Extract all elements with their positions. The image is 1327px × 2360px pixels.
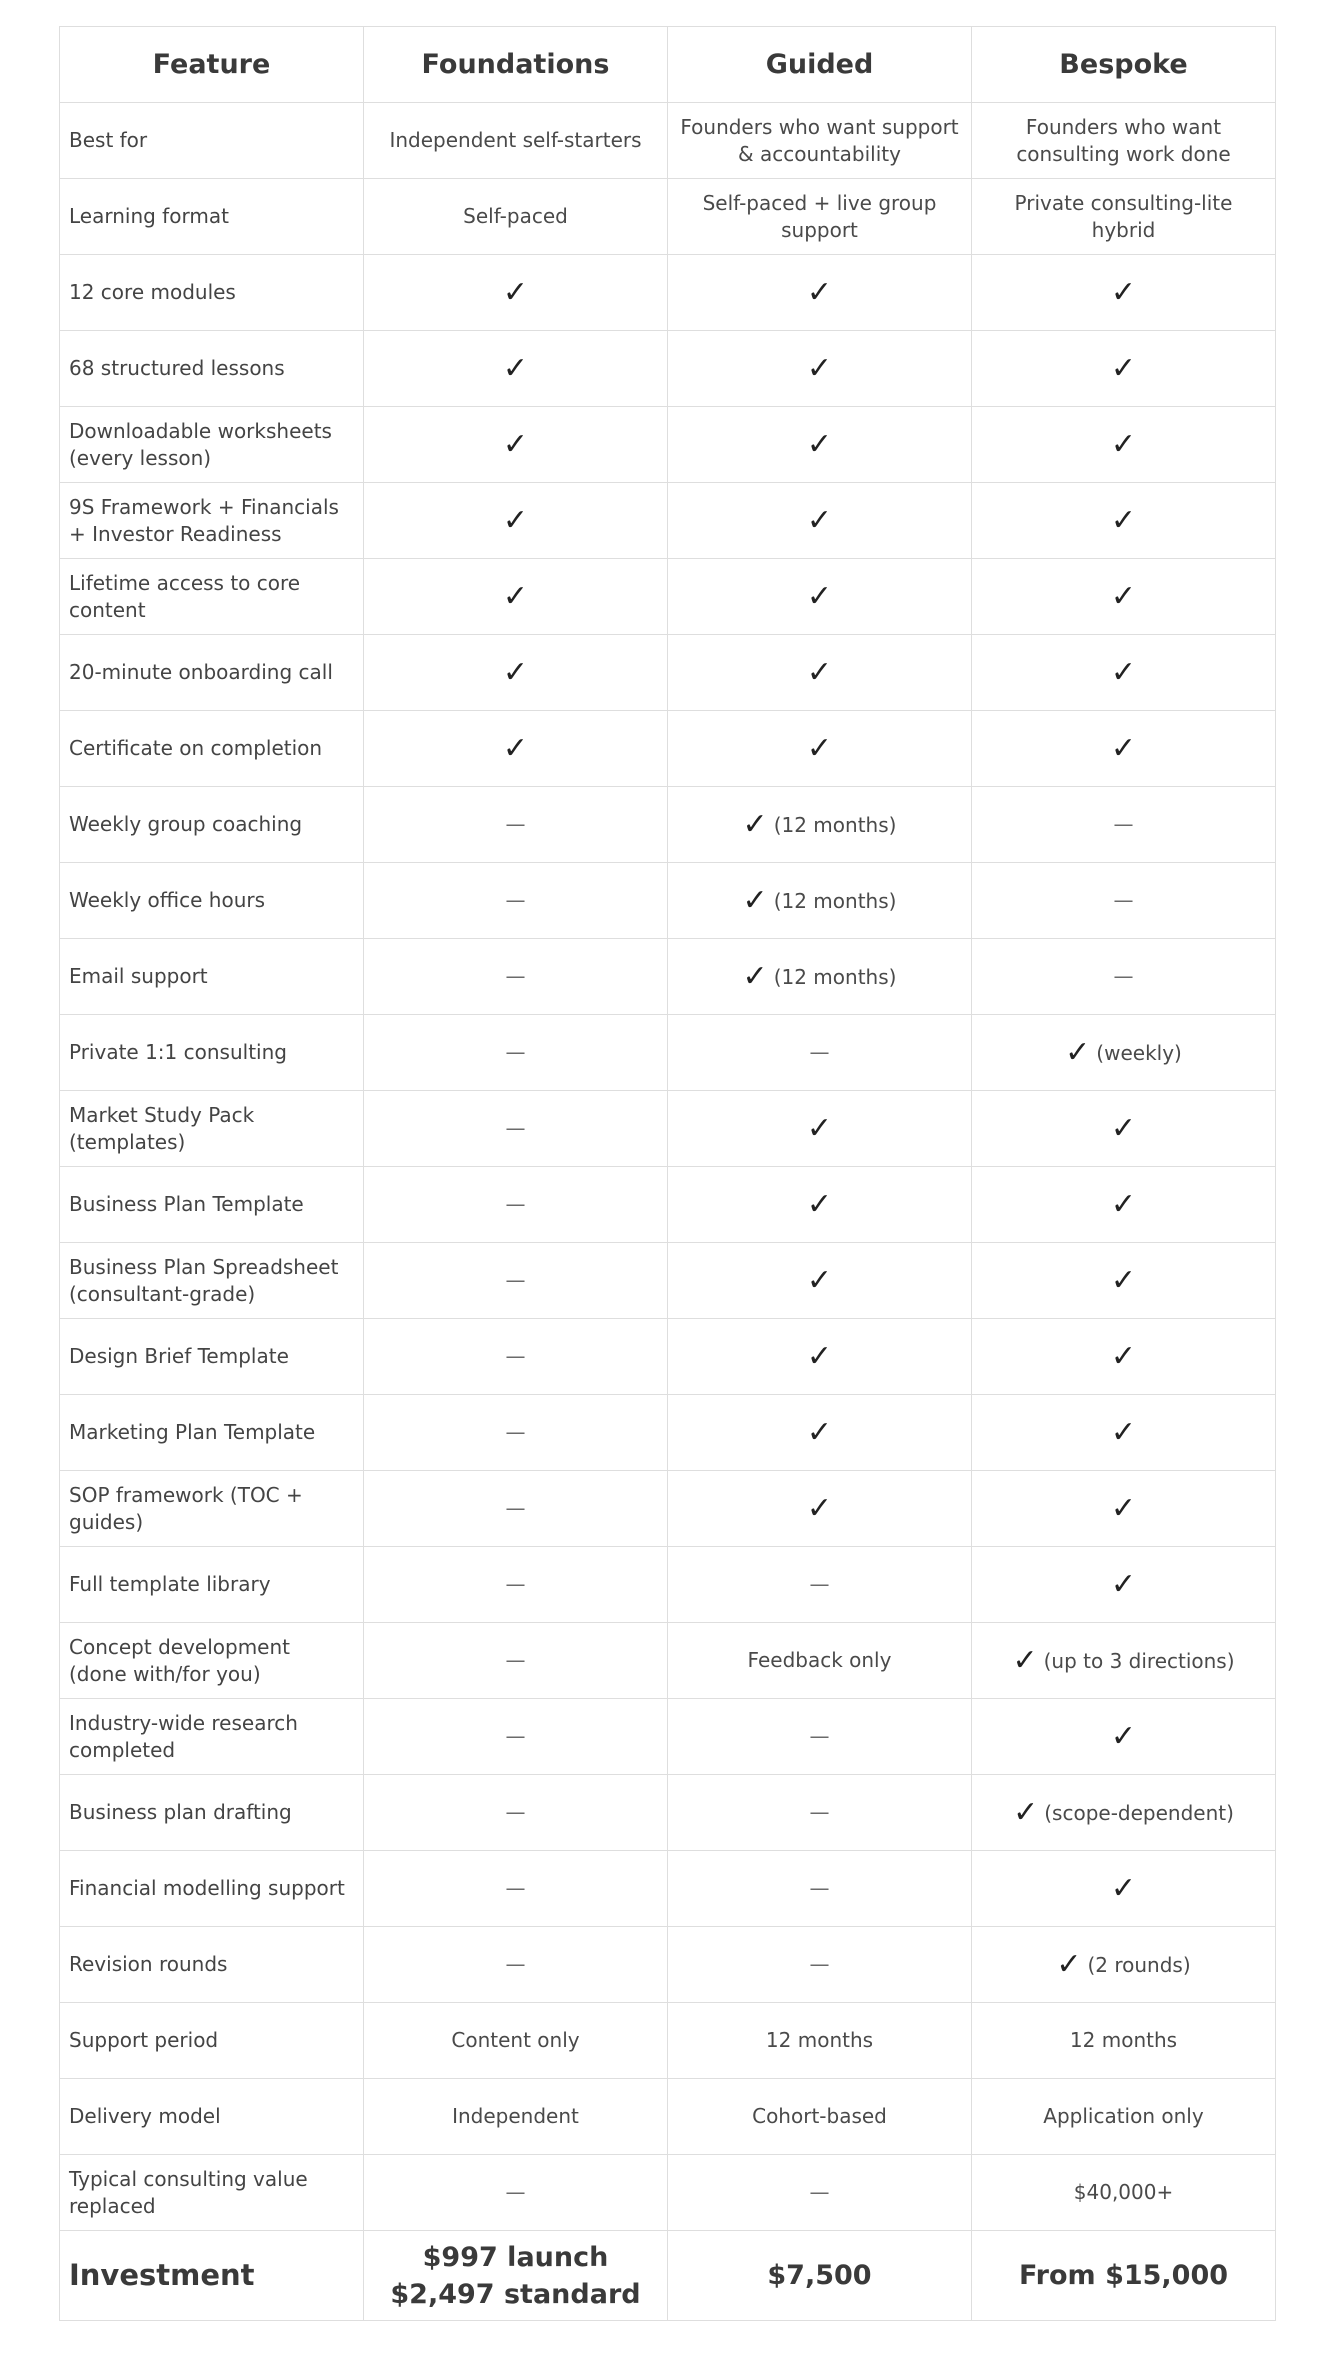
table-row bbox=[60, 179, 1276, 255]
cell-guided bbox=[668, 1015, 972, 1091]
table-row bbox=[60, 863, 1276, 939]
cell-guided bbox=[668, 1927, 972, 2003]
feature-label: 12 core modules bbox=[60, 255, 364, 331]
feature-label: Lifetime access to core content bbox=[60, 559, 364, 635]
cell-bespoke bbox=[972, 863, 1276, 939]
cell-foundations bbox=[364, 483, 668, 559]
investment-foundations bbox=[364, 2231, 668, 2321]
cell-foundations bbox=[364, 1623, 668, 1699]
check-icon: ✓ bbox=[1110, 730, 1137, 766]
dash-icon: — bbox=[809, 2180, 830, 2204]
table-row bbox=[60, 1395, 1276, 1471]
header-bespoke: Bespoke bbox=[972, 27, 1276, 103]
dash-icon: — bbox=[505, 1800, 526, 1824]
cell-guided bbox=[668, 1623, 972, 1699]
table-row bbox=[60, 1851, 1276, 1927]
check-icon: ✓ bbox=[806, 1338, 833, 1374]
cell-bespoke bbox=[972, 1927, 1276, 2003]
cell-note: (12 months) bbox=[773, 812, 897, 837]
cell-bespoke bbox=[972, 2155, 1276, 2231]
table-row bbox=[60, 711, 1276, 787]
feature-label: 20-minute onboarding call bbox=[60, 635, 364, 711]
dash-icon: — bbox=[505, 812, 526, 836]
cell-text: Content only bbox=[451, 2028, 580, 2052]
feature-label: 68 structured lessons bbox=[60, 331, 364, 407]
table-row bbox=[60, 1623, 1276, 1699]
check-icon: ✓ bbox=[806, 426, 833, 462]
check-icon: ✓ bbox=[806, 578, 833, 614]
cell-guided bbox=[668, 2003, 972, 2079]
cell-guided bbox=[668, 407, 972, 483]
cell-text: Founders who want support & accountability bbox=[680, 114, 959, 166]
comparison-table-container bbox=[59, 26, 1275, 2321]
cell-bespoke bbox=[972, 483, 1276, 559]
table-row bbox=[60, 1547, 1276, 1623]
cell-guided bbox=[668, 255, 972, 331]
cell-guided bbox=[668, 1243, 972, 1319]
dash-icon: — bbox=[505, 1192, 526, 1216]
check-icon: ✓ bbox=[1110, 1262, 1137, 1298]
cell-guided bbox=[668, 1851, 972, 1927]
feature-label: Weekly group coaching bbox=[60, 787, 364, 863]
cell-guided bbox=[668, 179, 972, 255]
check-icon: ✓ bbox=[502, 730, 529, 766]
cell-bespoke bbox=[972, 1547, 1276, 1623]
cell-foundations bbox=[364, 1015, 668, 1091]
cell-guided bbox=[668, 787, 972, 863]
cell-bespoke bbox=[972, 1851, 1276, 1927]
dash-icon: — bbox=[809, 1572, 830, 1596]
feature-label: Delivery model bbox=[60, 2079, 364, 2155]
cell-bespoke bbox=[972, 939, 1276, 1015]
feature-label: Private 1:1 consulting bbox=[60, 1015, 364, 1091]
cell-bespoke bbox=[972, 255, 1276, 331]
table-row bbox=[60, 255, 1276, 331]
check-icon: ✓ bbox=[502, 502, 529, 538]
check-icon: ✓ bbox=[1110, 1870, 1137, 1906]
feature-label: Business Plan Template bbox=[60, 1167, 364, 1243]
feature-label: Learning format bbox=[60, 179, 364, 255]
check-icon: ✓ bbox=[806, 1262, 833, 1298]
cell-bespoke bbox=[972, 1167, 1276, 1243]
table-row bbox=[60, 559, 1276, 635]
cell-guided bbox=[668, 711, 972, 787]
cell-foundations bbox=[364, 2079, 668, 2155]
cell-text: 12 months bbox=[1069, 2028, 1178, 2052]
check-icon: ✓ bbox=[742, 958, 768, 994]
check-icon: ✓ bbox=[1110, 654, 1137, 690]
table-row bbox=[60, 1699, 1276, 1775]
cell-foundations bbox=[364, 1395, 668, 1471]
check-icon: ✓ bbox=[1110, 1718, 1137, 1754]
cell-foundations bbox=[364, 863, 668, 939]
cell-guided bbox=[668, 331, 972, 407]
cell-bespoke bbox=[972, 1699, 1276, 1775]
price-standard: $2,497 standard bbox=[390, 2278, 641, 2310]
cell-foundations bbox=[364, 255, 668, 331]
cell-foundations bbox=[364, 1699, 668, 1775]
cell-guided bbox=[668, 1167, 972, 1243]
cell-text: $40,000+ bbox=[1073, 2180, 1174, 2204]
feature-label: Support period bbox=[60, 2003, 364, 2079]
cell-guided bbox=[668, 559, 972, 635]
cell-text: Private consulting-lite hybrid bbox=[1014, 190, 1233, 242]
table-row bbox=[60, 483, 1276, 559]
cell-note: (weekly) bbox=[1096, 1040, 1182, 1065]
cell-note: (12 months) bbox=[773, 888, 897, 913]
feature-label: Design Brief Template bbox=[60, 1319, 364, 1395]
cell-guided bbox=[668, 1395, 972, 1471]
investment-bespoke: From $15,000 bbox=[972, 2231, 1276, 2321]
check-icon: ✓ bbox=[1110, 274, 1137, 310]
dash-icon: — bbox=[505, 1496, 526, 1520]
check-icon: ✓ bbox=[1110, 578, 1137, 614]
dash-icon: — bbox=[809, 1952, 830, 1976]
dash-icon: — bbox=[809, 1800, 830, 1824]
cell-foundations bbox=[364, 711, 668, 787]
cell-foundations bbox=[364, 2155, 668, 2231]
check-icon: ✓ bbox=[1110, 1186, 1137, 1222]
feature-label: Typical consulting value replaced bbox=[60, 2155, 364, 2231]
cell-foundations bbox=[364, 331, 668, 407]
dash-icon: — bbox=[809, 1040, 830, 1064]
table-row bbox=[60, 2155, 1276, 2231]
check-icon: ✓ bbox=[806, 1490, 833, 1526]
cell-guided bbox=[668, 1699, 972, 1775]
header-feature: Feature bbox=[60, 27, 364, 103]
feature-label: Market Study Pack (templates) bbox=[60, 1091, 364, 1167]
dash-icon: — bbox=[505, 1648, 526, 1672]
cell-foundations bbox=[364, 2003, 668, 2079]
cell-text: Independent self-starters bbox=[389, 128, 642, 152]
cell-foundations bbox=[364, 1167, 668, 1243]
table-row bbox=[60, 1775, 1276, 1851]
check-icon: ✓ bbox=[1110, 502, 1137, 538]
feature-label: Weekly office hours bbox=[60, 863, 364, 939]
dash-icon: — bbox=[809, 1724, 830, 1748]
check-icon: ✓ bbox=[806, 502, 833, 538]
check-icon: ✓ bbox=[502, 578, 529, 614]
feature-label: Marketing Plan Template bbox=[60, 1395, 364, 1471]
table-row bbox=[60, 331, 1276, 407]
table-row bbox=[60, 939, 1276, 1015]
dash-icon: — bbox=[505, 2180, 526, 2204]
dash-icon: — bbox=[505, 1952, 526, 1976]
cell-bespoke bbox=[972, 1319, 1276, 1395]
cell-text: Feedback only bbox=[747, 1648, 892, 1672]
cell-foundations bbox=[364, 787, 668, 863]
cell-note: (up to 3 directions) bbox=[1043, 1648, 1235, 1673]
check-icon: ✓ bbox=[1110, 1490, 1137, 1526]
table-row bbox=[60, 2079, 1276, 2155]
cell-bespoke bbox=[972, 1091, 1276, 1167]
cell-bespoke bbox=[972, 407, 1276, 483]
cell-bespoke bbox=[972, 711, 1276, 787]
check-icon: ✓ bbox=[1013, 1794, 1039, 1830]
feature-label: 9S Framework + Financials + Investor Readiness bbox=[60, 483, 364, 559]
table-row bbox=[60, 103, 1276, 179]
dash-icon: — bbox=[505, 1572, 526, 1596]
check-icon: ✓ bbox=[502, 274, 529, 310]
cell-foundations bbox=[364, 1927, 668, 2003]
investment-label: Investment bbox=[60, 2231, 364, 2321]
cell-guided bbox=[668, 2155, 972, 2231]
cell-foundations bbox=[364, 1243, 668, 1319]
dash-icon: — bbox=[1113, 812, 1134, 836]
feature-label: Concept development (done with/for you) bbox=[60, 1623, 364, 1699]
dash-icon: — bbox=[505, 1344, 526, 1368]
cell-foundations bbox=[364, 1471, 668, 1547]
feature-label: Best for bbox=[60, 103, 364, 179]
table-row bbox=[60, 1015, 1276, 1091]
feature-label: Email support bbox=[60, 939, 364, 1015]
table-row bbox=[60, 1091, 1276, 1167]
cell-bespoke bbox=[972, 2079, 1276, 2155]
table-row bbox=[60, 1243, 1276, 1319]
dash-icon: — bbox=[505, 1040, 526, 1064]
check-icon: ✓ bbox=[1110, 1110, 1137, 1146]
dash-icon: — bbox=[505, 1876, 526, 1900]
cell-guided bbox=[668, 1547, 972, 1623]
investment-row bbox=[60, 2231, 1276, 2321]
feature-label: Industry-wide research completed bbox=[60, 1699, 364, 1775]
dash-icon: — bbox=[505, 1724, 526, 1748]
cell-foundations bbox=[364, 559, 668, 635]
cell-foundations bbox=[364, 103, 668, 179]
dash-icon: — bbox=[505, 888, 526, 912]
check-icon: ✓ bbox=[1110, 1338, 1137, 1374]
header-guided: Guided bbox=[668, 27, 972, 103]
check-icon: ✓ bbox=[742, 882, 768, 918]
cell-bespoke bbox=[972, 331, 1276, 407]
cell-guided bbox=[668, 1091, 972, 1167]
cell-note: (12 months) bbox=[773, 964, 897, 989]
cell-foundations bbox=[364, 1091, 668, 1167]
check-icon: ✓ bbox=[806, 350, 833, 386]
feature-label: Downloadable worksheets (every lesson) bbox=[60, 407, 364, 483]
cell-guided bbox=[668, 1319, 972, 1395]
cell-bespoke bbox=[972, 635, 1276, 711]
cell-text: Self-paced + live group support bbox=[702, 190, 937, 242]
check-icon: ✓ bbox=[502, 654, 529, 690]
table-body bbox=[60, 103, 1276, 2231]
cell-guided bbox=[668, 103, 972, 179]
feature-label: Financial modelling support bbox=[60, 1851, 364, 1927]
cell-bespoke bbox=[972, 1623, 1276, 1699]
cell-bespoke bbox=[972, 787, 1276, 863]
price-launch: $997 launch bbox=[422, 2241, 609, 2273]
cell-foundations bbox=[364, 1775, 668, 1851]
check-icon: ✓ bbox=[1012, 1642, 1038, 1678]
cell-bespoke bbox=[972, 1243, 1276, 1319]
cell-bespoke bbox=[972, 179, 1276, 255]
check-icon: ✓ bbox=[806, 1110, 833, 1146]
cell-foundations bbox=[364, 1319, 668, 1395]
check-icon: ✓ bbox=[806, 730, 833, 766]
dash-icon: — bbox=[1113, 964, 1134, 988]
cell-foundations bbox=[364, 407, 668, 483]
table-row bbox=[60, 407, 1276, 483]
check-icon: ✓ bbox=[1065, 1034, 1091, 1070]
check-icon: ✓ bbox=[502, 426, 529, 462]
check-icon: ✓ bbox=[806, 1186, 833, 1222]
cell-bespoke bbox=[972, 559, 1276, 635]
cell-bespoke bbox=[972, 1775, 1276, 1851]
check-icon: ✓ bbox=[742, 806, 768, 842]
cell-bespoke bbox=[972, 103, 1276, 179]
cell-guided bbox=[668, 1471, 972, 1547]
cell-guided bbox=[668, 483, 972, 559]
check-icon: ✓ bbox=[1056, 1946, 1082, 1982]
cell-guided bbox=[668, 2079, 972, 2155]
cell-text: Founders who want consulting work done bbox=[1016, 114, 1231, 166]
cell-foundations bbox=[364, 1547, 668, 1623]
dash-icon: — bbox=[505, 964, 526, 988]
table-row bbox=[60, 2003, 1276, 2079]
table-row bbox=[60, 635, 1276, 711]
cell-guided bbox=[668, 635, 972, 711]
cell-guided bbox=[668, 863, 972, 939]
cell-text: 12 months bbox=[765, 2028, 874, 2052]
dash-icon: — bbox=[505, 1268, 526, 1292]
dash-icon: — bbox=[505, 1420, 526, 1444]
feature-label: SOP framework (TOC + guides) bbox=[60, 1471, 364, 1547]
dash-icon: — bbox=[505, 1116, 526, 1140]
cell-foundations bbox=[364, 939, 668, 1015]
table-row bbox=[60, 1319, 1276, 1395]
check-icon: ✓ bbox=[1110, 1566, 1137, 1602]
feature-label: Business Plan Spreadsheet (consultant-grade) bbox=[60, 1243, 364, 1319]
cell-note: (2 rounds) bbox=[1087, 1952, 1191, 1977]
cell-note: (scope-dependent) bbox=[1044, 1800, 1234, 1825]
table-row bbox=[60, 1167, 1276, 1243]
check-icon: ✓ bbox=[806, 654, 833, 690]
dash-icon: — bbox=[1113, 888, 1134, 912]
cell-bespoke bbox=[972, 1015, 1276, 1091]
cell-guided bbox=[668, 1775, 972, 1851]
feature-label: Business plan drafting bbox=[60, 1775, 364, 1851]
table-row bbox=[60, 1927, 1276, 2003]
table-row bbox=[60, 1471, 1276, 1547]
table-header-row bbox=[60, 27, 1276, 103]
cell-text: Cohort-based bbox=[752, 2104, 887, 2128]
cell-foundations bbox=[364, 1851, 668, 1927]
pricing-comparison-table bbox=[59, 26, 1276, 2321]
cell-guided bbox=[668, 939, 972, 1015]
cell-text: Independent bbox=[452, 2104, 579, 2128]
header-foundations: Foundations bbox=[364, 27, 668, 103]
feature-label: Certificate on completion bbox=[60, 711, 364, 787]
cell-text: Application only bbox=[1043, 2104, 1204, 2128]
investment-guided: $7,500 bbox=[668, 2231, 972, 2321]
feature-label: Full template library bbox=[60, 1547, 364, 1623]
check-icon: ✓ bbox=[1110, 1414, 1137, 1450]
table-row bbox=[60, 787, 1276, 863]
cell-bespoke bbox=[972, 1471, 1276, 1547]
feature-label: Revision rounds bbox=[60, 1927, 364, 2003]
cell-text: Self-paced bbox=[463, 204, 568, 228]
cell-bespoke bbox=[972, 1395, 1276, 1471]
check-icon: ✓ bbox=[1110, 426, 1137, 462]
check-icon: ✓ bbox=[502, 350, 529, 386]
dash-icon: — bbox=[809, 1876, 830, 1900]
cell-foundations bbox=[364, 179, 668, 255]
check-icon: ✓ bbox=[806, 1414, 833, 1450]
check-icon: ✓ bbox=[806, 274, 833, 310]
check-icon: ✓ bbox=[1110, 350, 1137, 386]
cell-foundations bbox=[364, 635, 668, 711]
cell-bespoke bbox=[972, 2003, 1276, 2079]
